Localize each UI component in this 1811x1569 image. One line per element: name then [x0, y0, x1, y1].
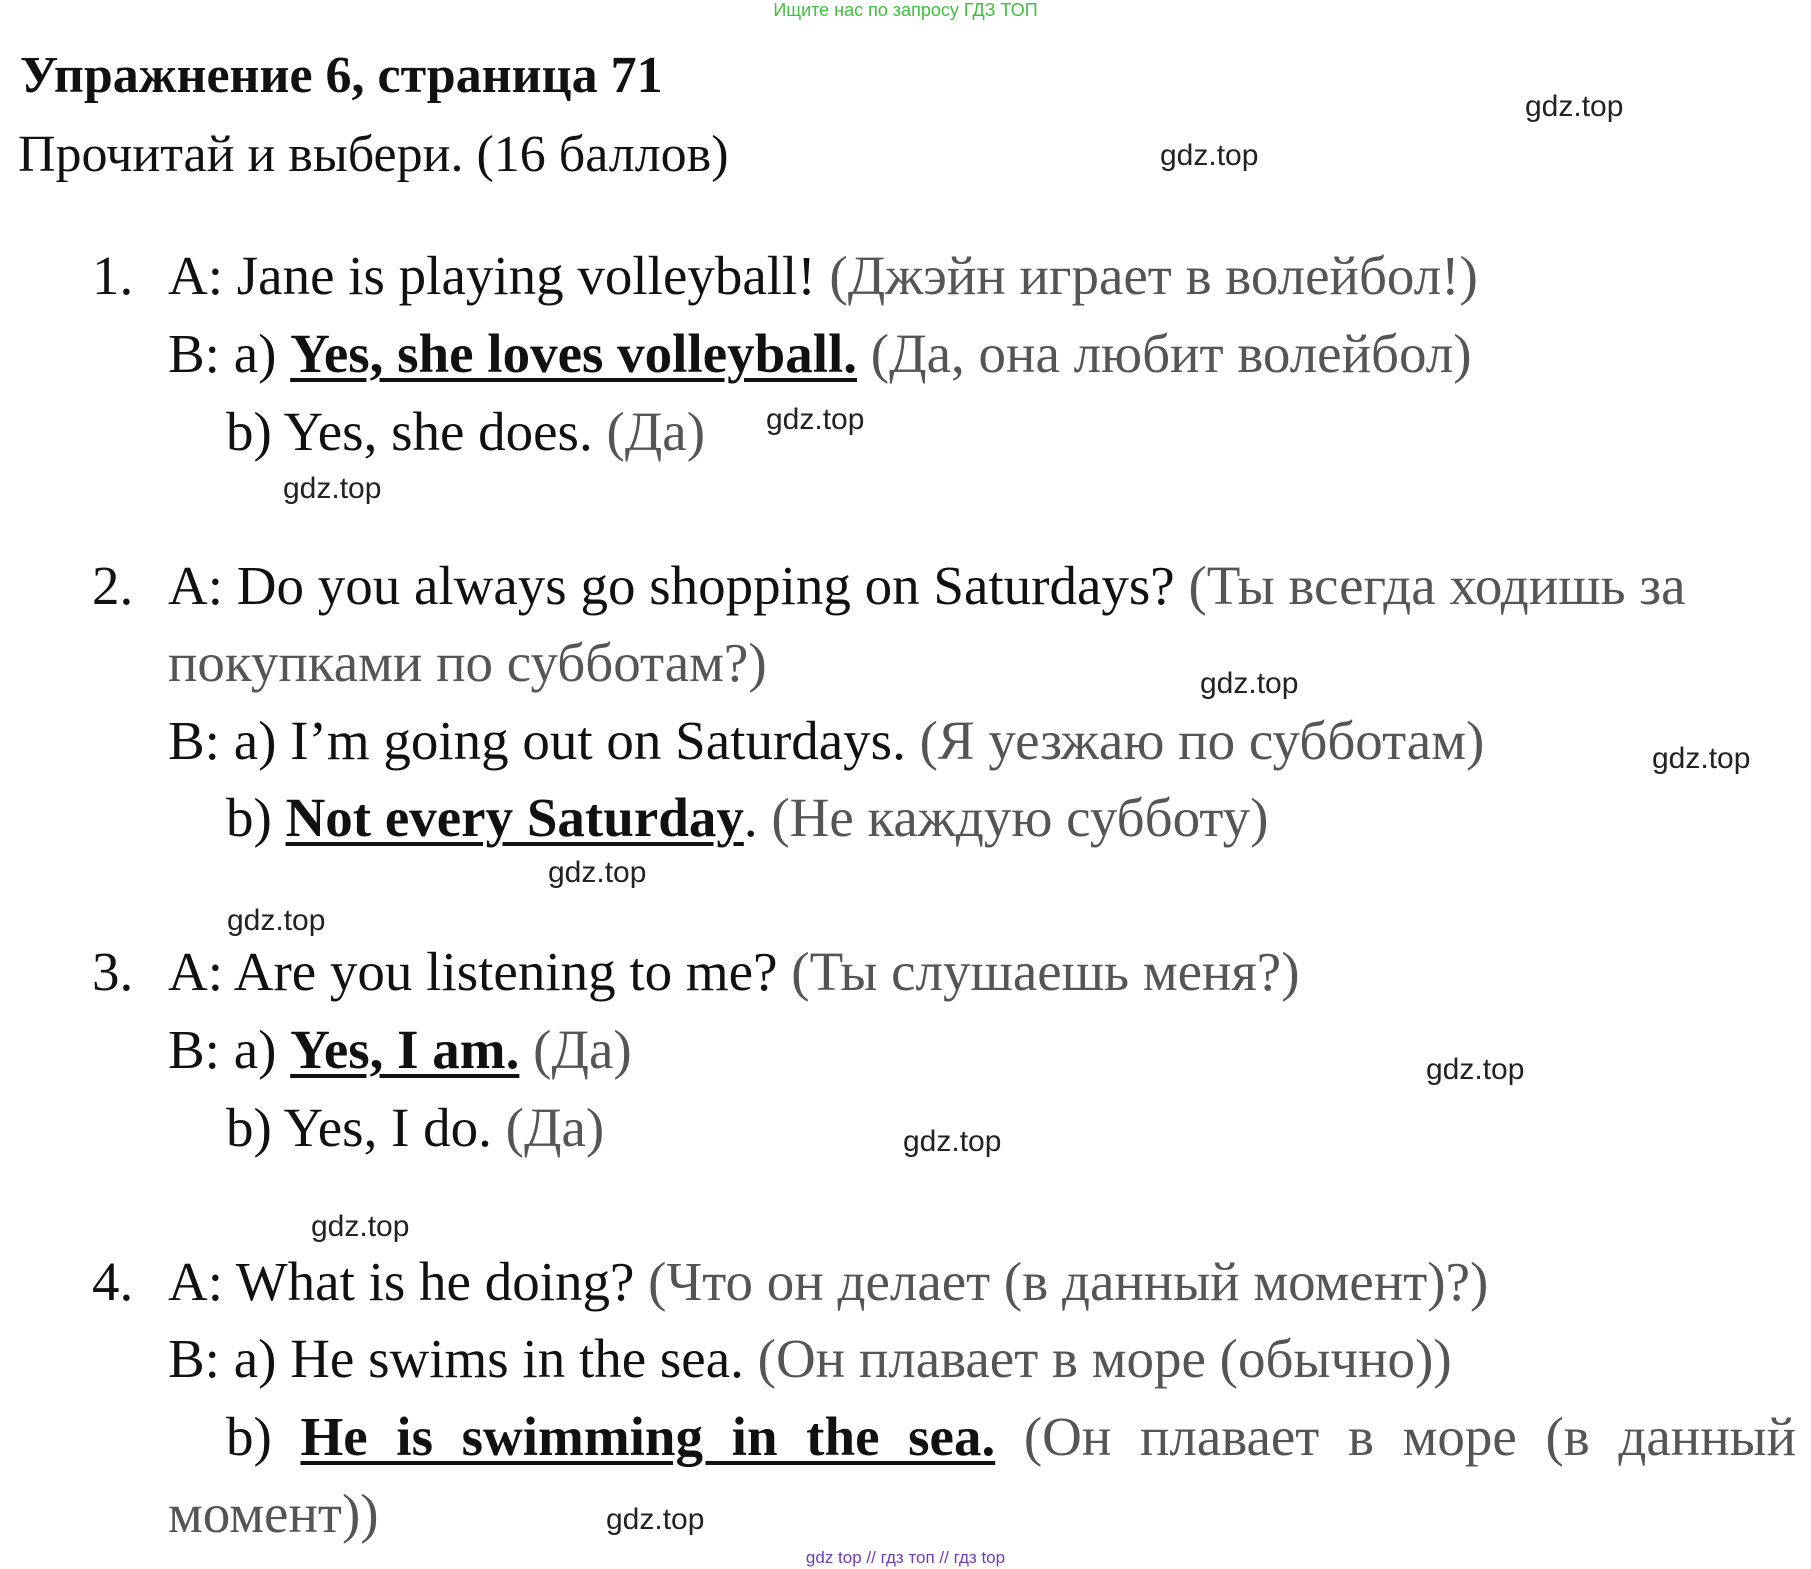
task-instruction: Прочитай и выбери. (16 баллов) — [18, 126, 729, 183]
speaker-a-label: A: — [168, 245, 223, 306]
item-1-option-b — [226, 400, 705, 463]
watermark: gdz.top — [1652, 742, 1751, 775]
item-1-question — [92, 244, 1478, 307]
footer-watermark: gdz top // гдз топ // гдз top — [805, 1548, 1006, 1567]
question-text: Jane is playing volleyball! — [236, 245, 816, 306]
answer-translation: (Да) — [505, 1097, 605, 1158]
item-number: 1. — [92, 245, 134, 306]
answer-translation: (Не каждую субботу) — [771, 787, 1269, 848]
item-4-option-b — [226, 1405, 1796, 1468]
watermark: gdz.top — [283, 472, 382, 505]
watermark: gdz.top — [1200, 667, 1299, 700]
watermark: gdz.top — [606, 1503, 705, 1536]
question-translation: (Джэйн играет в волейбол!) — [829, 245, 1478, 306]
item-2-question — [92, 554, 1686, 617]
question-translation: (Что он делает (в данный момент)?) — [648, 1251, 1489, 1312]
item-number: 3. — [92, 941, 134, 1002]
option-a-label: B: a) — [168, 710, 277, 771]
answer-translation: (Да, она любит волейбол) — [870, 323, 1472, 384]
option-a-label: B: a) — [168, 1328, 277, 1389]
watermark: gdz.top — [548, 856, 647, 889]
item-2-option-b — [226, 786, 1269, 849]
question-translation: (Ты всегда ходишь за — [1188, 555, 1686, 616]
option-text: Yes, I do. — [283, 1097, 492, 1158]
question-text: Are you listening to me? — [233, 941, 778, 1002]
option-b-label: b) — [226, 787, 272, 848]
item-number: 4. — [92, 1251, 134, 1312]
speaker-a-label: A: — [168, 1251, 223, 1312]
watermark: gdz.top — [1426, 1053, 1525, 1086]
option-text: Yes, she does. — [283, 401, 593, 462]
item-3-option-a — [168, 1018, 632, 1081]
speaker-a-label: A: — [168, 555, 223, 616]
watermark: gdz.top — [1525, 90, 1624, 123]
correct-answer: Yes, I am. — [290, 1019, 520, 1080]
watermark: gdz.top — [311, 1210, 410, 1243]
option-text: He swims in the sea. — [290, 1328, 744, 1389]
item-4-answer-translation-cont: момент)) — [168, 1483, 379, 1544]
item-1-option-a — [168, 322, 1472, 385]
speaker-a-label: A: — [168, 941, 223, 1002]
answer-period: . — [743, 787, 758, 848]
item-3-option-b — [226, 1096, 604, 1159]
correct-answer: Yes, she loves volleyball. — [290, 323, 858, 384]
answer-translation: (Он плавает в море (обычно)) — [757, 1328, 1452, 1389]
question-translation: (Ты слушаешь меня?) — [791, 941, 1300, 1002]
item-2-option-a — [168, 709, 1484, 772]
top-banner: Ищите нас по запросу ГДЗ ТОП — [773, 0, 1038, 20]
page-title: Упражнение 6, страница 71 — [20, 47, 663, 104]
watermark: gdz.top — [766, 403, 865, 436]
option-a-label: B: a) — [168, 323, 277, 384]
answer-translation: (Да) — [606, 401, 706, 462]
item-number: 2. — [92, 555, 134, 616]
answer-translation: (Я уезжаю по субботам) — [919, 710, 1485, 771]
question-text: What is he doing? — [235, 1251, 635, 1312]
option-a-label: B: a) — [168, 1019, 277, 1080]
watermark: gdz.top — [227, 904, 326, 937]
option-text: I’m going out on Saturdays. — [290, 710, 906, 771]
option-b-label: b) — [226, 1097, 272, 1158]
item-2-question-translation-cont: покупками по субботам?) — [168, 632, 767, 693]
correct-answer: He is swimming in the sea. — [300, 1406, 996, 1467]
item-3-question — [92, 940, 1300, 1003]
correct-answer: Not every Saturday — [285, 787, 744, 848]
answer-translation: (Он плавает в море (в данный — [1023, 1406, 1797, 1467]
option-b-label: b) — [226, 401, 272, 462]
watermark: gdz.top — [1160, 139, 1259, 172]
watermark: gdz.top — [903, 1125, 1002, 1158]
item-4-option-a — [168, 1327, 1452, 1390]
option-b-label: b) — [226, 1406, 272, 1467]
item-4-question — [92, 1250, 1489, 1313]
answer-translation: (Да) — [533, 1019, 632, 1080]
question-text: Do you always go shopping on Saturdays? — [236, 555, 1175, 616]
